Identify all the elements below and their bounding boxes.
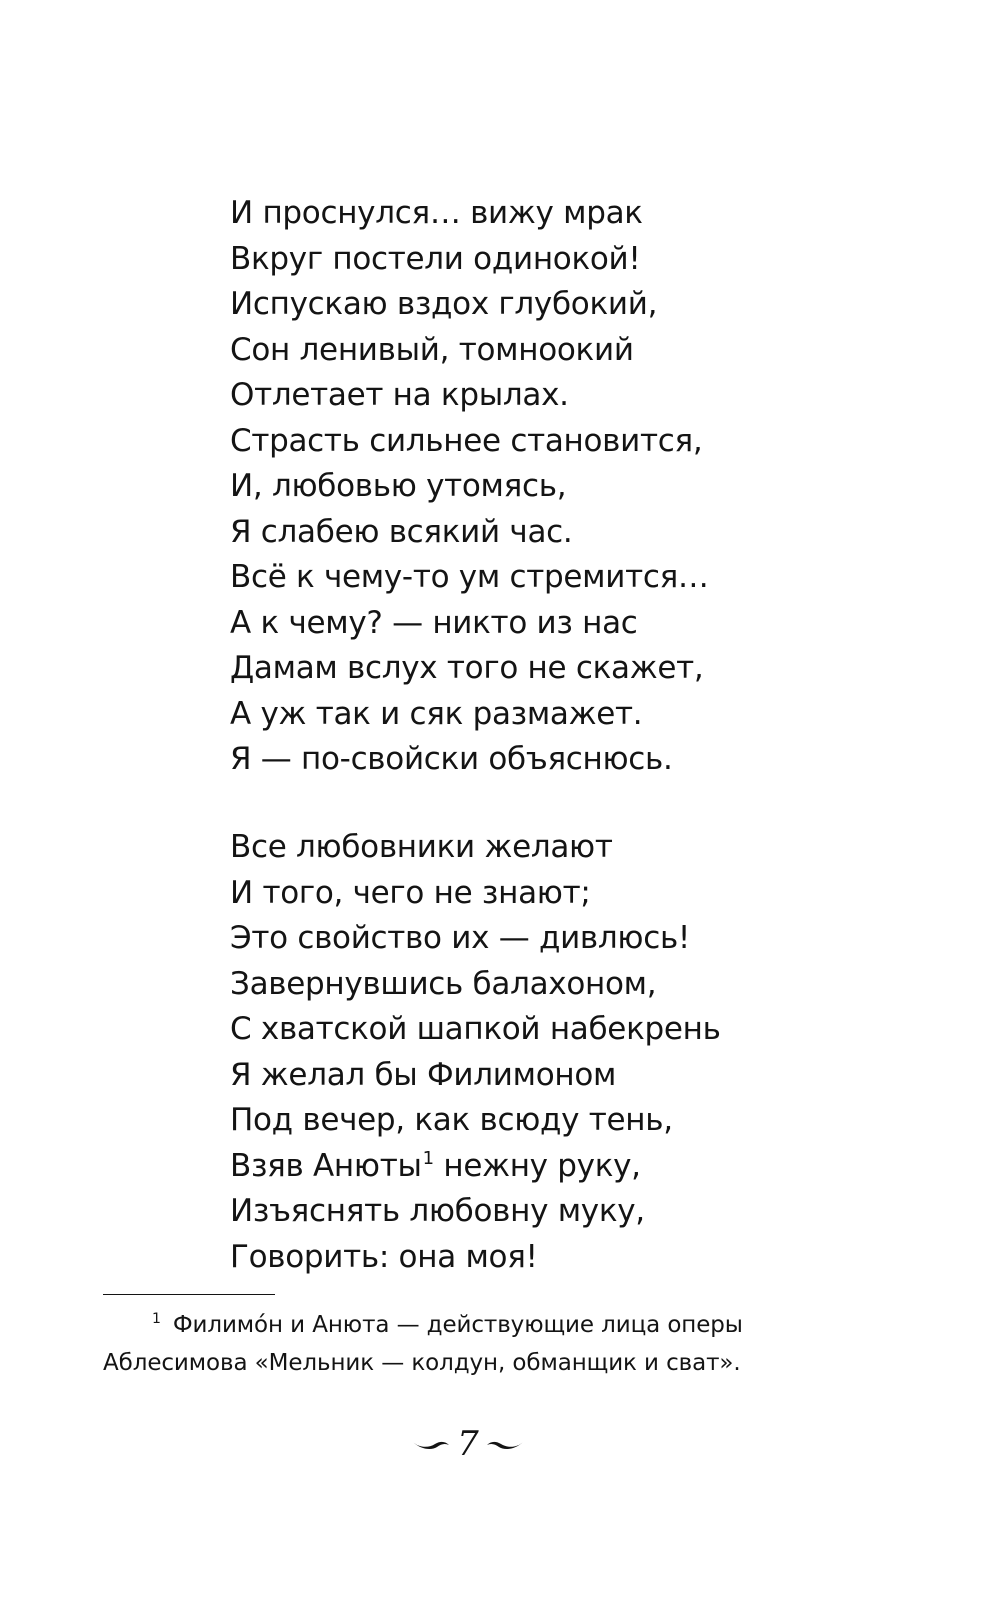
footnote-divider bbox=[103, 1294, 275, 1295]
page-number-ornament bbox=[398, 1422, 538, 1466]
verse-line: Сон ленивый, томноокий bbox=[230, 331, 634, 368]
footnote-number: 1 bbox=[152, 1311, 161, 1328]
footnote-line-2: Аблесимова «Мельник — колдун, обманщик и сват». bbox=[103, 1350, 741, 1376]
verse-line: С хватской шапкой набекрень bbox=[230, 1011, 721, 1047]
verse-line-with-footnote bbox=[230, 1144, 721, 1190]
verse-line: Отлетает на крылах. bbox=[230, 377, 569, 413]
verse-line: И проснулся… вижу мрак bbox=[230, 195, 643, 231]
verse-line: Изъяснять любовну муку, bbox=[230, 1193, 645, 1229]
verse-line: Все любовники желают bbox=[230, 829, 613, 865]
verse-line: Говорить: она моя! bbox=[230, 1238, 538, 1275]
verse-text-before-mark: Взяв Анюты bbox=[230, 1147, 422, 1184]
left-swash-icon bbox=[411, 1436, 451, 1452]
verse-line: Это свойство их — дивлюсь! bbox=[230, 920, 691, 956]
footnote-text: Филимóн и Анюта — действующие лица оперы bbox=[172, 1312, 743, 1338]
verse-line: Под вечер, как всюду тень, bbox=[230, 1102, 673, 1138]
footnote-line-1 bbox=[103, 1306, 903, 1344]
verse-line: Завернувшись балахоном, bbox=[230, 965, 657, 1002]
verse-line: Страсть сильнее становится, bbox=[230, 422, 703, 459]
verse-line: И, любовью утомясь, bbox=[230, 468, 567, 504]
verse-line: Всё к чему-то ум стремится… bbox=[230, 559, 709, 595]
verse-line: Я желал бы Филимоном bbox=[230, 1056, 617, 1093]
page-number: 7 bbox=[457, 1424, 479, 1464]
verse-line: А к чему? — никто из нас bbox=[230, 604, 638, 641]
verse-line: Испускаю вздох глубокий, bbox=[230, 286, 658, 322]
stanza-2 bbox=[230, 825, 721, 1280]
stanza-1 bbox=[230, 191, 709, 783]
verse-line: Дамам вслух того не скажет, bbox=[230, 650, 704, 686]
verse-line: А уж так и сяк размажет. bbox=[230, 695, 643, 732]
verse-line: Я — по-свойски объяснюсь. bbox=[230, 741, 673, 777]
verse-line: Я слабею всякий час. bbox=[230, 513, 573, 550]
verse-text-after-mark: нежну руку, bbox=[433, 1147, 641, 1184]
footnote-reference[interactable]: 1 bbox=[422, 1148, 434, 1170]
right-swash-icon bbox=[485, 1436, 525, 1452]
footnote bbox=[103, 1306, 903, 1382]
verse-line: И того, чего не знают; bbox=[230, 874, 591, 911]
verse-line: Вкруг постели одинокой! bbox=[230, 240, 641, 277]
